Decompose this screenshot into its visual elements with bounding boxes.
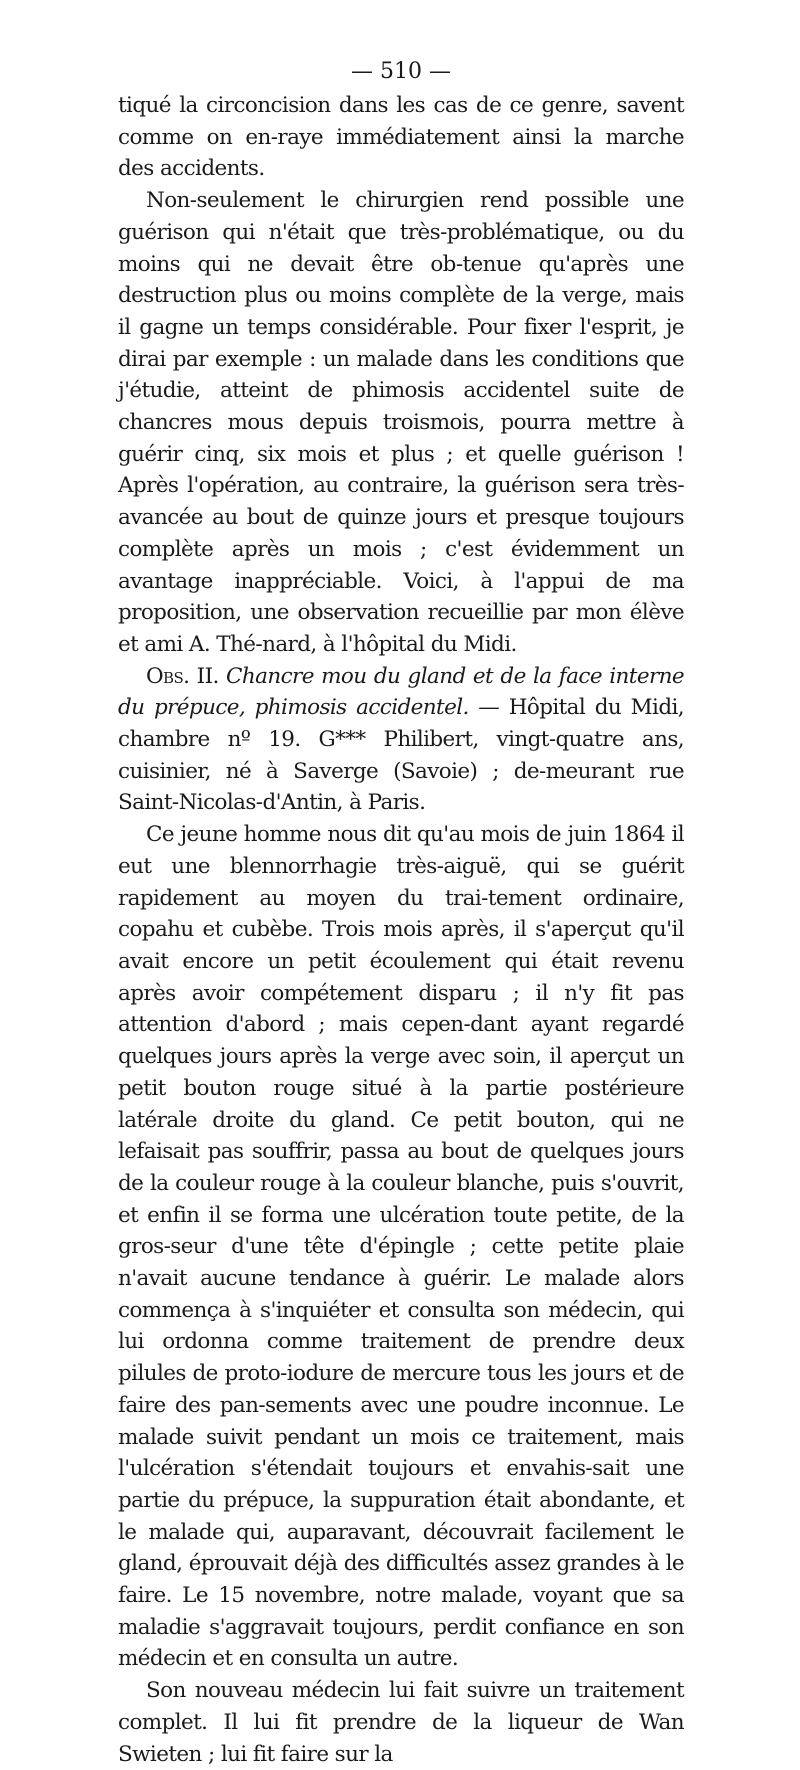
paragraph-continuation: tiqué la circoncision dans les cas de ce genre, savent comme on en-raye immédiatement ainsi la marche des accidents. [118, 93, 684, 182]
observation-label: Obs. II. [146, 663, 219, 689]
paragraph-surgical-advantage: Non-seulement le chirurgien rend possible une guérison qui n'était que très-problématique, ou du moins qui ne devait être ob-tenue qu'après une destruction plus ou moins complète de la verge, mais il gagne un temps considérable. Pour fixer l'esprit, je dirai par exemple : un malade dans les conditions que j'étudie, atteint de phimosis accidentel suite de chancres mous depuis troismois, pourra mettre à guérir cinq, six mois et plus ; et quelle guérison ! Après l'opération, au contraire, la guérison sera très-avancée au bout de quinze jours et presque toujours complète après un mois ; c'est évidemment un avantage inappréciable. Voici, à l'appui de ma proposition, une observation recueillie par mon élève et ami A. Thé-nard, à l'hôpital du Midi. [118, 188, 684, 657]
page-number: — 510 — [351, 59, 451, 84]
observation-heading-paragraph [118, 661, 684, 820]
book-page [118, 56, 684, 1770]
paragraph-case-history: Ce jeune homme nous dit qu'au mois de juin 1864 il eut une blennorrhagie très-aiguë, qui se guérit rapidement au moyen du trai-tement ordinaire, copahu et cubèbe. Trois mois après, il s'aperçut qu'il avait encore un petit écoulement qui était revenu après avoir compétement disparu ; il n'y fit pas attention d'abord ; mais cepen-dant ayant regardé quelques jours après la verge avec soin, il aperçut un petit bouton rouge situé à la partie postérieure latérale droite du gland. Ce petit bouton, qui ne lefaisait pas souffrir, passa au bout de quelques jours de la couleur rouge à la couleur blanche, puis s'ouvrit, et enfin il se forma une ulcération toute petite, de la gros-seur d'une tête d'épingle ; cette petite plaie n'avait aucune tendance à guérir. Le malade alors commença à s'inquiéter et consulta son médecin, qui lui ordonna comme traitement de prendre deux pilules de proto-iodure de mercure tous les jours et de faire des pan-sements avec une poudre inconnue. Le malade suivit pendant un mois ce traitement, mais l'ulcération s'étendait toujours et envahis-sait une partie du prépuce, la suppuration était abondante, et le malade qui, auparavant, découvrait facilement le gland, éprouvait déjà des difficultés assez grandes à le faire. Le 15 novembre, notre malade, voyant que sa maladie s'aggravait toujours, perdit confiance en son médecin et en consulta un autre. [118, 822, 684, 1672]
observation-patient-details: — Hôpital du Midi, chambre nº 19. G*** Philibert, vingt-quatre ans, cuisinier, né à Saverge (Savoie) ; de-meurant rue Saint-Nicolas-d'Antin, à Paris. [118, 695, 684, 816]
paragraph-new-treatment: Son nouveau médecin lui fait suivre un traitement complet. Il lui fit prendre de la liqueur de Wan Swieten ; lui fit faire sur la [118, 1678, 684, 1767]
observation-title: Chancre mou du gland et de la face interne du prépuce, phimosis accidentel. [118, 663, 684, 721]
